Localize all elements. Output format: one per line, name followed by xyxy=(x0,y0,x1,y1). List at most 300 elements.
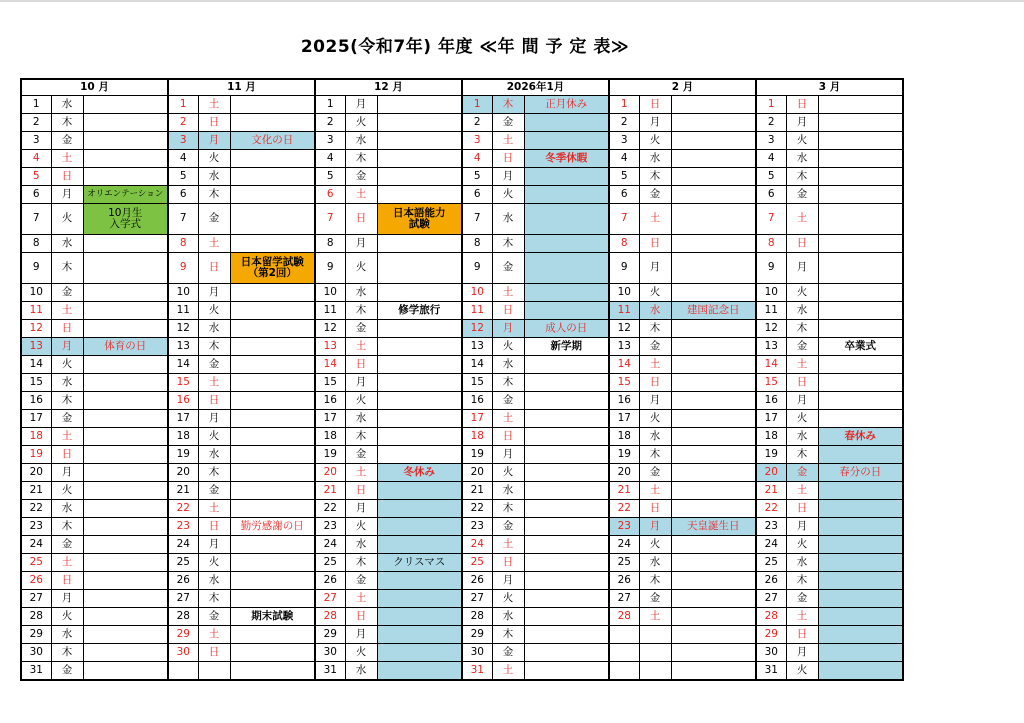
day-number: 9 xyxy=(21,253,51,284)
day-number: 7 xyxy=(609,204,639,235)
weekday: 土 xyxy=(492,662,524,680)
event-cell xyxy=(818,482,903,500)
event-cell xyxy=(818,235,903,253)
weekday: 月 xyxy=(198,132,230,150)
day-number xyxy=(168,662,198,680)
weekday: 火 xyxy=(786,132,818,150)
day-number: 27 xyxy=(168,590,198,608)
weekday: 火 xyxy=(198,428,230,446)
weekday: 火 xyxy=(639,536,671,554)
weekday: 火 xyxy=(639,410,671,428)
event-cell xyxy=(230,536,315,554)
day-number: 10 xyxy=(168,284,198,302)
event-cell xyxy=(818,253,903,284)
event-cell xyxy=(83,572,168,590)
event-cell xyxy=(83,302,168,320)
weekday: 月 xyxy=(198,410,230,428)
weekday: 日 xyxy=(51,572,83,590)
event-cell: 体育の日 xyxy=(83,338,168,356)
day-number xyxy=(609,662,639,680)
weekday: 金 xyxy=(198,204,230,235)
day-number: 16 xyxy=(315,392,345,410)
page-title: 2025(令和7年) 年度 ≪年 間 予 定 表≫ xyxy=(300,37,630,57)
event-cell xyxy=(524,186,609,204)
weekday: 金 xyxy=(345,446,377,464)
table-row xyxy=(21,374,903,392)
weekday xyxy=(639,662,671,680)
event-cell xyxy=(83,374,168,392)
weekday: 月 xyxy=(786,644,818,662)
event-cell xyxy=(671,338,756,356)
day-number: 12 xyxy=(609,320,639,338)
event-cell xyxy=(377,150,462,168)
event-cell xyxy=(671,572,756,590)
day-number: 6 xyxy=(756,186,786,204)
day-number: 9 xyxy=(609,253,639,284)
weekday: 金 xyxy=(492,253,524,284)
table-row xyxy=(21,392,903,410)
table-row xyxy=(21,132,903,150)
event-cell xyxy=(230,626,315,644)
event-cell: 勤労感謝の日 xyxy=(230,518,315,536)
weekday: 土 xyxy=(639,204,671,235)
weekday: 金 xyxy=(639,186,671,204)
day-number: 12 xyxy=(168,320,198,338)
weekday: 月 xyxy=(492,572,524,590)
event-cell: 冬休み xyxy=(377,464,462,482)
event-cell xyxy=(377,590,462,608)
weekday: 月 xyxy=(198,284,230,302)
day-number: 8 xyxy=(315,235,345,253)
weekday: 月 xyxy=(639,392,671,410)
day-number: 10 xyxy=(756,284,786,302)
day-number: 16 xyxy=(462,392,492,410)
day-number: 20 xyxy=(21,464,51,482)
day-number: 20 xyxy=(168,464,198,482)
day-number: 26 xyxy=(609,572,639,590)
event-cell xyxy=(83,392,168,410)
event-cell xyxy=(671,114,756,132)
day-number: 21 xyxy=(168,482,198,500)
event-cell xyxy=(83,662,168,680)
event-cell xyxy=(818,374,903,392)
day-number: 13 xyxy=(21,338,51,356)
weekday: 水 xyxy=(345,662,377,680)
weekday: 日 xyxy=(492,150,524,168)
weekday: 火 xyxy=(51,608,83,626)
event-cell xyxy=(671,168,756,186)
weekday: 水 xyxy=(786,150,818,168)
day-number: 13 xyxy=(609,338,639,356)
event-cell xyxy=(83,253,168,284)
event-cell: 新学期 xyxy=(524,338,609,356)
event-cell xyxy=(524,235,609,253)
event-cell xyxy=(671,446,756,464)
table-row xyxy=(21,114,903,132)
weekday: 火 xyxy=(492,186,524,204)
table-row xyxy=(21,284,903,302)
table-row xyxy=(21,590,903,608)
weekday: 土 xyxy=(345,338,377,356)
month-header: 2 月 xyxy=(609,79,756,96)
day-number: 18 xyxy=(462,428,492,446)
event-cell xyxy=(83,482,168,500)
day-number: 31 xyxy=(756,662,786,680)
weekday: 日 xyxy=(639,374,671,392)
event-cell xyxy=(83,96,168,114)
day-number: 26 xyxy=(462,572,492,590)
day-number: 28 xyxy=(168,608,198,626)
day-number: 29 xyxy=(21,626,51,644)
month-header: 3 月 xyxy=(756,79,903,96)
weekday: 火 xyxy=(639,284,671,302)
weekday: 日 xyxy=(198,114,230,132)
event-cell xyxy=(377,536,462,554)
day-number: 5 xyxy=(462,168,492,186)
day-number: 7 xyxy=(462,204,492,235)
day-number: 30 xyxy=(21,644,51,662)
event-cell xyxy=(671,662,756,680)
event-cell xyxy=(377,253,462,284)
event-cell xyxy=(230,302,315,320)
day-number: 9 xyxy=(462,253,492,284)
weekday: 金 xyxy=(786,590,818,608)
event-cell xyxy=(818,168,903,186)
weekday: 水 xyxy=(198,168,230,186)
table-row xyxy=(21,168,903,186)
day-number: 13 xyxy=(462,338,492,356)
event-cell xyxy=(671,590,756,608)
event-cell xyxy=(230,204,315,235)
day-number: 17 xyxy=(315,410,345,428)
day-number: 27 xyxy=(315,590,345,608)
weekday: 日 xyxy=(786,235,818,253)
event-cell xyxy=(524,302,609,320)
weekday: 水 xyxy=(51,374,83,392)
event-cell xyxy=(818,608,903,626)
day-number: 23 xyxy=(315,518,345,536)
event-cell: 修学旅行 xyxy=(377,302,462,320)
day-number: 23 xyxy=(21,518,51,536)
month-header: 11 月 xyxy=(168,79,315,96)
day-number: 22 xyxy=(21,500,51,518)
table-row xyxy=(21,150,903,168)
weekday: 水 xyxy=(786,428,818,446)
event-cell xyxy=(671,428,756,446)
event-cell xyxy=(818,284,903,302)
day-number: 2 xyxy=(756,114,786,132)
event-cell xyxy=(671,356,756,374)
weekday: 水 xyxy=(492,482,524,500)
day-number: 23 xyxy=(756,518,786,536)
table-row xyxy=(21,446,903,464)
weekday: 金 xyxy=(51,132,83,150)
day-number: 5 xyxy=(609,168,639,186)
event-cell xyxy=(230,428,315,446)
event-cell xyxy=(230,554,315,572)
day-number: 20 xyxy=(462,464,492,482)
event-cell xyxy=(524,356,609,374)
event-cell: 卒業式 xyxy=(818,338,903,356)
event-cell xyxy=(524,608,609,626)
weekday: 金 xyxy=(51,284,83,302)
day-number: 2 xyxy=(21,114,51,132)
annual-schedule-table xyxy=(20,78,904,681)
event-cell xyxy=(524,253,609,284)
event-cell: 天皇誕生日 xyxy=(671,518,756,536)
day-number: 4 xyxy=(21,150,51,168)
event-cell xyxy=(230,186,315,204)
event-cell xyxy=(818,500,903,518)
event-cell xyxy=(377,114,462,132)
weekday: 火 xyxy=(345,253,377,284)
weekday: 日 xyxy=(51,446,83,464)
day-number: 1 xyxy=(756,96,786,114)
day-number: 29 xyxy=(462,626,492,644)
event-cell xyxy=(818,518,903,536)
event-cell xyxy=(818,446,903,464)
event-cell xyxy=(818,392,903,410)
event-cell xyxy=(524,168,609,186)
weekday: 金 xyxy=(786,464,818,482)
weekday: 金 xyxy=(345,320,377,338)
day-number: 16 xyxy=(21,392,51,410)
weekday: 火 xyxy=(786,410,818,428)
event-cell xyxy=(230,356,315,374)
day-number: 14 xyxy=(462,356,492,374)
day-number: 9 xyxy=(168,253,198,284)
event-cell xyxy=(818,132,903,150)
day-number: 22 xyxy=(315,500,345,518)
day-number: 25 xyxy=(609,554,639,572)
table-row xyxy=(21,518,903,536)
weekday: 火 xyxy=(639,132,671,150)
table-row xyxy=(21,96,903,114)
day-number: 18 xyxy=(609,428,639,446)
weekday: 日 xyxy=(786,626,818,644)
event-cell xyxy=(671,482,756,500)
day-number: 30 xyxy=(168,644,198,662)
day-number: 10 xyxy=(462,284,492,302)
day-number: 14 xyxy=(315,356,345,374)
day-number: 18 xyxy=(756,428,786,446)
event-cell xyxy=(83,536,168,554)
weekday: 木 xyxy=(639,168,671,186)
event-cell xyxy=(818,410,903,428)
event-cell xyxy=(524,132,609,150)
event-cell xyxy=(524,572,609,590)
weekday: 水 xyxy=(786,302,818,320)
event-cell xyxy=(230,590,315,608)
weekday: 水 xyxy=(492,204,524,235)
event-cell xyxy=(230,338,315,356)
day-number: 18 xyxy=(168,428,198,446)
event-cell xyxy=(818,626,903,644)
weekday: 月 xyxy=(492,446,524,464)
day-number: 22 xyxy=(168,500,198,518)
event-cell xyxy=(83,446,168,464)
day-number: 4 xyxy=(315,150,345,168)
day-number: 16 xyxy=(609,392,639,410)
day-number: 10 xyxy=(315,284,345,302)
top-border xyxy=(0,0,1024,2)
weekday: 木 xyxy=(198,590,230,608)
day-number: 1 xyxy=(315,96,345,114)
table-row xyxy=(21,320,903,338)
table-row xyxy=(21,608,903,626)
event-cell xyxy=(671,500,756,518)
weekday: 金 xyxy=(345,572,377,590)
day-number: 4 xyxy=(609,150,639,168)
event-cell xyxy=(818,320,903,338)
weekday: 火 xyxy=(786,662,818,680)
event-cell xyxy=(671,464,756,482)
event-cell xyxy=(671,392,756,410)
event-cell xyxy=(83,114,168,132)
event-cell xyxy=(524,644,609,662)
day-number: 19 xyxy=(756,446,786,464)
day-number: 20 xyxy=(315,464,345,482)
weekday: 土 xyxy=(198,626,230,644)
table-row xyxy=(21,464,903,482)
event-cell xyxy=(230,235,315,253)
weekday: 月 xyxy=(786,253,818,284)
day-number: 21 xyxy=(315,482,345,500)
weekday: 火 xyxy=(492,590,524,608)
event-cell xyxy=(230,374,315,392)
weekday: 土 xyxy=(345,186,377,204)
event-cell xyxy=(818,204,903,235)
weekday: 火 xyxy=(345,518,377,536)
event-cell xyxy=(377,186,462,204)
weekday: 土 xyxy=(639,608,671,626)
weekday: 水 xyxy=(492,608,524,626)
weekday: 土 xyxy=(492,410,524,428)
day-number: 13 xyxy=(756,338,786,356)
event-cell xyxy=(671,374,756,392)
event-cell xyxy=(230,168,315,186)
day-number: 11 xyxy=(315,302,345,320)
event-cell: 文化の日 xyxy=(230,132,315,150)
event-cell xyxy=(671,150,756,168)
weekday: 土 xyxy=(345,464,377,482)
day-number: 11 xyxy=(21,302,51,320)
day-number: 10 xyxy=(609,284,639,302)
day-number xyxy=(609,644,639,662)
weekday: 金 xyxy=(786,338,818,356)
weekday: 火 xyxy=(492,338,524,356)
weekday: 日 xyxy=(198,518,230,536)
weekday: 木 xyxy=(492,235,524,253)
event-cell xyxy=(230,500,315,518)
weekday: 金 xyxy=(198,356,230,374)
event-cell xyxy=(83,284,168,302)
day-number: 22 xyxy=(609,500,639,518)
day-number: 25 xyxy=(168,554,198,572)
table-row xyxy=(21,500,903,518)
day-number xyxy=(609,626,639,644)
event-cell xyxy=(524,392,609,410)
day-number: 21 xyxy=(609,482,639,500)
day-number: 18 xyxy=(21,428,51,446)
weekday: 水 xyxy=(198,320,230,338)
weekday: 金 xyxy=(492,114,524,132)
weekday: 月 xyxy=(345,374,377,392)
weekday: 日 xyxy=(786,374,818,392)
weekday: 月 xyxy=(492,320,524,338)
weekday: 日 xyxy=(51,320,83,338)
event-cell xyxy=(524,482,609,500)
day-number: 30 xyxy=(315,644,345,662)
day-number: 10 xyxy=(21,284,51,302)
event-cell xyxy=(83,518,168,536)
day-number: 14 xyxy=(609,356,639,374)
weekday: 木 xyxy=(198,338,230,356)
event-cell xyxy=(671,554,756,572)
table-row xyxy=(21,626,903,644)
day-number: 8 xyxy=(609,235,639,253)
day-number: 28 xyxy=(462,608,492,626)
weekday: 日 xyxy=(345,608,377,626)
event-cell xyxy=(230,644,315,662)
event-cell xyxy=(524,662,609,680)
day-number: 4 xyxy=(462,150,492,168)
weekday: 月 xyxy=(639,518,671,536)
event-cell xyxy=(230,392,315,410)
weekday: 土 xyxy=(639,356,671,374)
table-row xyxy=(21,338,903,356)
day-number: 11 xyxy=(168,302,198,320)
event-cell xyxy=(83,644,168,662)
weekday: 土 xyxy=(492,284,524,302)
month-header: 12 月 xyxy=(315,79,462,96)
weekday: 水 xyxy=(51,626,83,644)
event-cell xyxy=(377,482,462,500)
event-cell xyxy=(524,626,609,644)
table-row xyxy=(21,253,903,284)
weekday: 水 xyxy=(345,132,377,150)
event-cell xyxy=(230,662,315,680)
day-number: 20 xyxy=(609,464,639,482)
table-row xyxy=(21,410,903,428)
weekday: 木 xyxy=(492,96,524,114)
day-number: 25 xyxy=(21,554,51,572)
weekday: 土 xyxy=(198,235,230,253)
weekday: 月 xyxy=(51,186,83,204)
weekday: 月 xyxy=(786,392,818,410)
event-cell xyxy=(818,536,903,554)
day-number: 6 xyxy=(21,186,51,204)
day-number: 26 xyxy=(756,572,786,590)
weekday: 金 xyxy=(492,392,524,410)
weekday: 日 xyxy=(345,356,377,374)
weekday: 水 xyxy=(51,500,83,518)
weekday: 土 xyxy=(198,500,230,518)
weekday: 火 xyxy=(51,204,83,235)
weekday: 木 xyxy=(198,186,230,204)
weekday: 日 xyxy=(492,428,524,446)
weekday: 金 xyxy=(51,410,83,428)
event-cell xyxy=(83,132,168,150)
day-number: 15 xyxy=(609,374,639,392)
event-cell xyxy=(671,204,756,235)
day-number: 15 xyxy=(315,374,345,392)
weekday: 土 xyxy=(198,374,230,392)
table-row xyxy=(21,356,903,374)
weekday: 金 xyxy=(345,168,377,186)
weekday: 月 xyxy=(345,626,377,644)
event-cell: 成人の日 xyxy=(524,320,609,338)
